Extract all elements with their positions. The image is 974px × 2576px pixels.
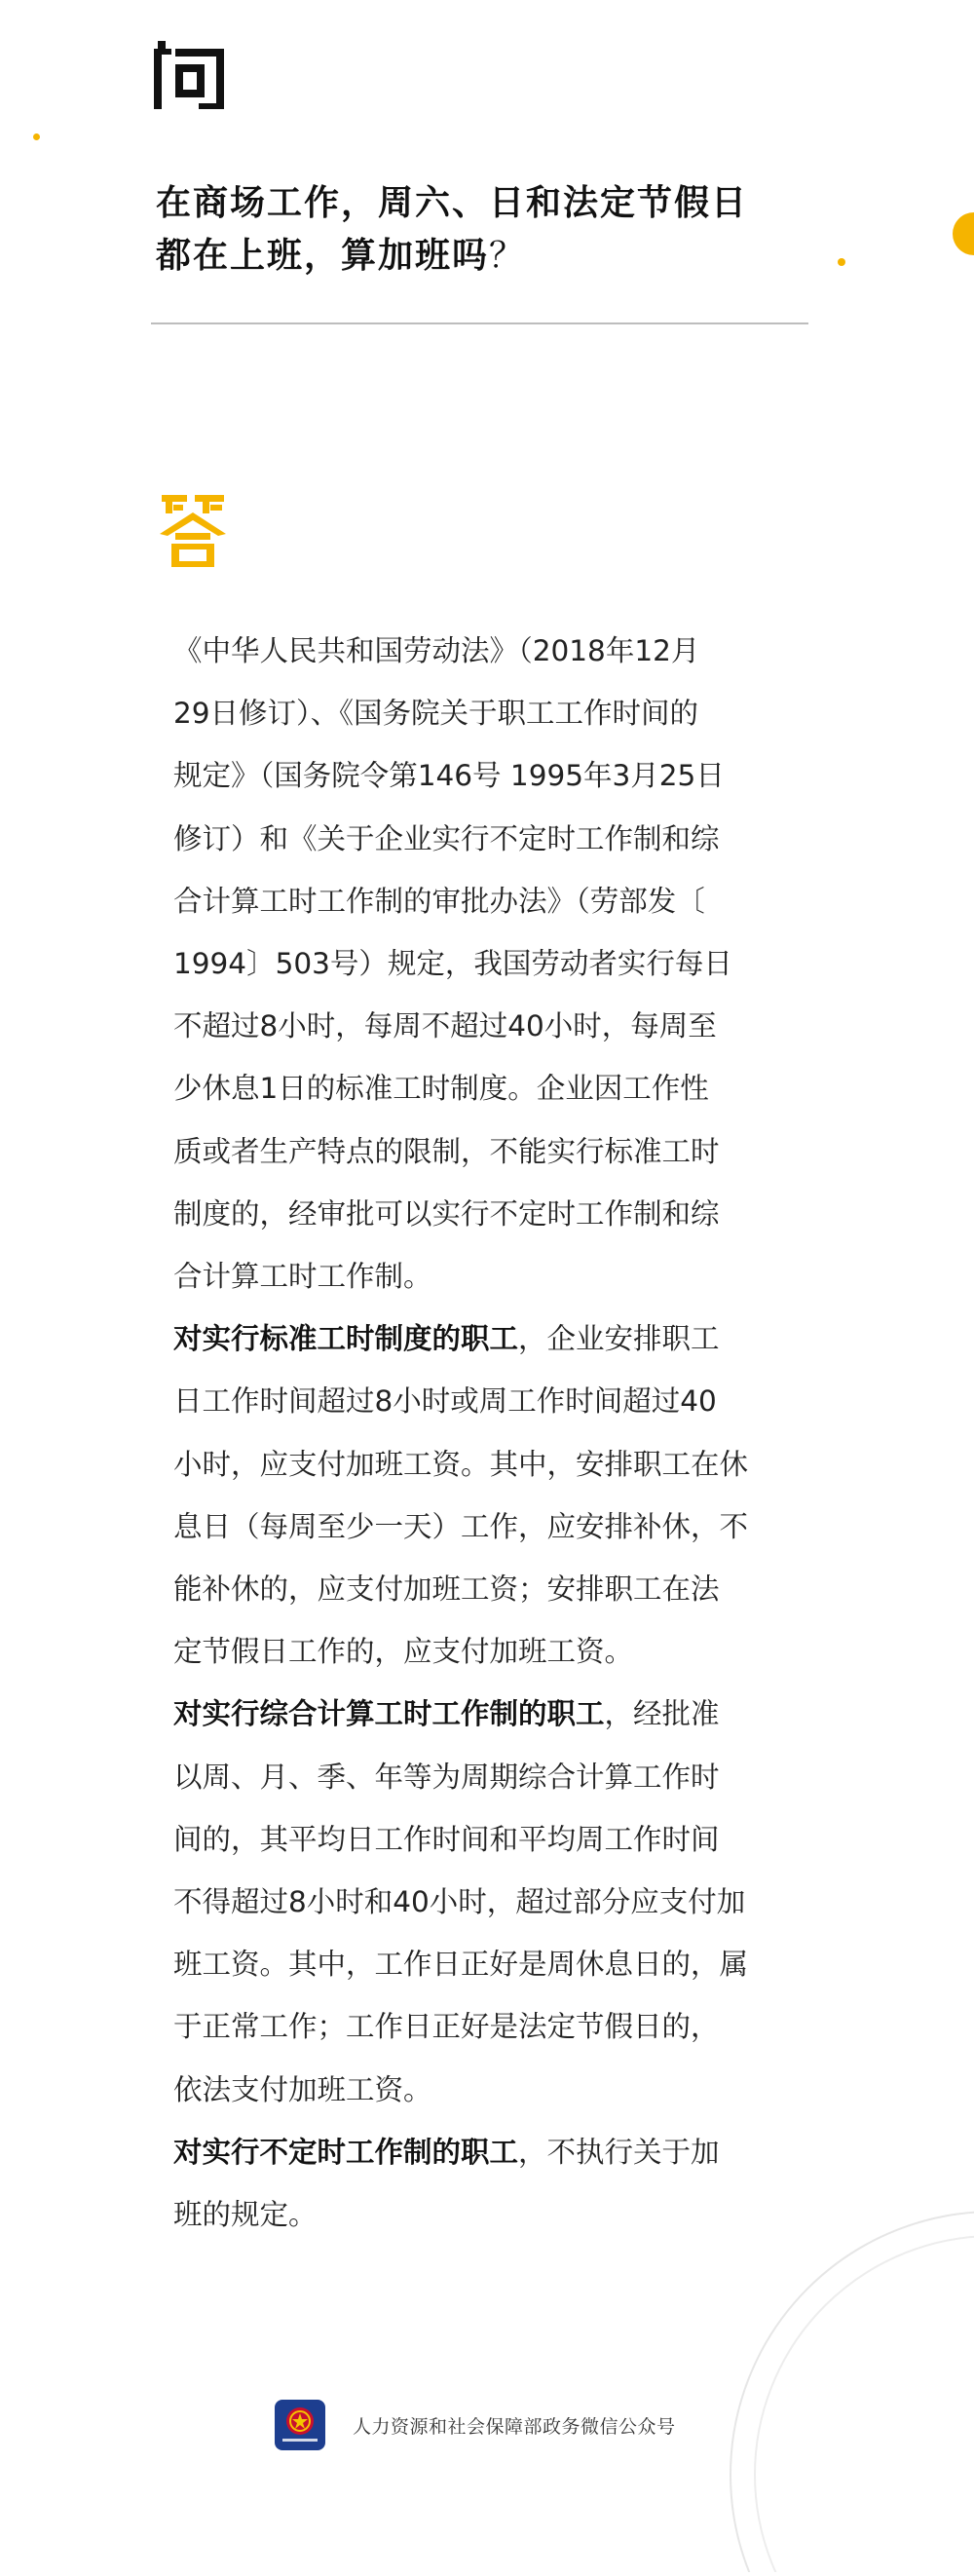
answer-line: 能补休的，应支付加班工资；安排职工在法 bbox=[173, 1572, 720, 1607]
answer-line: 不超过8小时，每周不超过40小时，每周至 bbox=[173, 1009, 717, 1043]
question-line bbox=[156, 230, 838, 283]
answer-line: 班的规定。 bbox=[173, 2198, 318, 2232]
answer-line: 依法支付加班工资。 bbox=[173, 2072, 432, 2106]
bold-lead: 对实行综合计算工时工作制的职工 bbox=[173, 1697, 605, 1731]
answer-line-text: ，经批准 bbox=[604, 1697, 720, 1731]
answer-line: 息日（每周至少一天）工作，应安排补休，不 bbox=[173, 1509, 749, 1543]
footer-text: 人力资源和社会保障部政务微信公众号 bbox=[353, 2415, 676, 2438]
answer-line: 日工作时间超过8小时或周工作时间超过40 bbox=[173, 1384, 717, 1419]
answer-line: 以周、月、季、年等为周期综合计算工作时 bbox=[173, 1760, 720, 1794]
answer-line-text: ，企业安排职工 bbox=[518, 1322, 720, 1356]
answer-line: 规定》（国务院令第146号 1995年3月25日 bbox=[173, 759, 725, 793]
bold-lead: 对实行标准工时制度的职工 bbox=[173, 1322, 519, 1356]
footer bbox=[275, 2399, 676, 2451]
question-title bbox=[156, 177, 838, 283]
decorative-dot bbox=[838, 258, 845, 266]
question-line-text: 都在上班，算加班吗 bbox=[156, 236, 490, 276]
answer-line bbox=[173, 1683, 816, 1745]
answer-paragraph bbox=[173, 1307, 816, 1683]
answer-line: 不得超过8小时和40小时，超过部分应支付加 bbox=[173, 1885, 746, 1919]
answer-paragraph bbox=[173, 620, 816, 1307]
answer-line: 《中华人民共和国劳动法》（2018年12月 bbox=[173, 634, 700, 667]
answer-line-text: ，不执行关于加 bbox=[518, 2135, 720, 2169]
bold-lead: 对实行不定时工作制的职工 bbox=[173, 2135, 519, 2169]
answer-line bbox=[173, 1307, 816, 1370]
question-line: 在商场工作，周六、日和法定节假日 bbox=[156, 183, 749, 223]
answer-line: 少休息1日的标准工时制度。企业因工作性 bbox=[173, 1072, 709, 1106]
answer-line: 于正常工作；工作日正好是法定节假日的， bbox=[173, 2010, 720, 2044]
national-emblem-icon bbox=[275, 2400, 325, 2450]
wen-question-character-icon bbox=[154, 41, 224, 111]
answer-line: 修订）和《关于企业实行不定时工作制和综 bbox=[173, 821, 720, 855]
answer-line: 间的，其平均日工作时间和平均周工作时间 bbox=[173, 1822, 720, 1856]
answer-line: 合计算工时工作制。 bbox=[173, 1260, 432, 1294]
divider bbox=[151, 322, 808, 324]
decorative-circles bbox=[701, 2182, 974, 2572]
answer-line: 合计算工时工作制的审批办法》（劳部发〔 bbox=[173, 884, 705, 918]
answer-line: 29日修订）、《国务院关于职工工作时间的 bbox=[173, 697, 699, 731]
answer-line bbox=[173, 2121, 816, 2183]
da-answer-character-icon bbox=[156, 493, 230, 567]
answer-line: 质或者生产特点的限制，不能实行标准工时 bbox=[173, 1134, 720, 1168]
answer-paragraph bbox=[173, 1683, 816, 2120]
answer-line: 小时，应支付加班工资。其中，安排职工在休 bbox=[173, 1447, 749, 1481]
answer-line: 班工资。其中，工作日正好是周休息日的，属 bbox=[173, 1948, 749, 1982]
decorative-dot bbox=[33, 133, 40, 140]
decorative-dot bbox=[953, 212, 974, 255]
answer-body bbox=[173, 620, 816, 2246]
question-mark: ？ bbox=[489, 236, 527, 276]
answer-line: 1994〕503号）规定，我国劳动者实行每日 bbox=[173, 947, 732, 981]
answer-line: 定节假日工作的，应支付加班工资。 bbox=[173, 1635, 634, 1669]
answer-line: 制度的，经审批可以实行不定时工作制和综 bbox=[173, 1196, 720, 1231]
